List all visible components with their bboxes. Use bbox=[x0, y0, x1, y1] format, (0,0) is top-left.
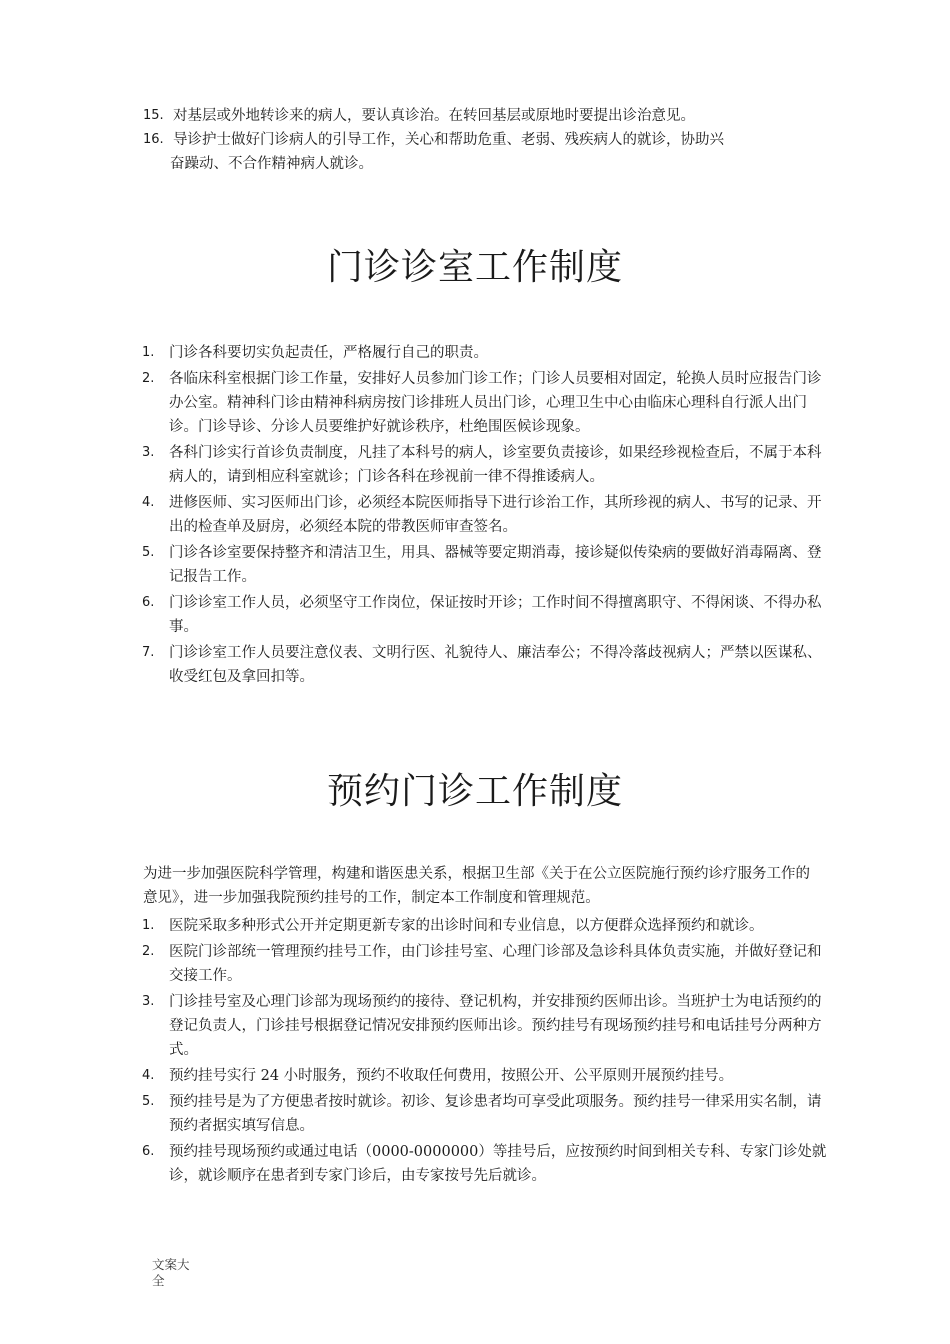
list-text: 预约挂号是为了方便患者按时就诊。初诊、复诊患者均可享受此项服务。预约挂号一律采用实名制，请预约者据实填写信息。 bbox=[169, 1094, 822, 1134]
list-number: 3. bbox=[142, 445, 155, 460]
list-text: 预约挂号实行 24 小时服务，预约不收取任何费用，按照公开、公平原则开展预约挂号。 bbox=[169, 1068, 734, 1084]
footer-text: 文案大全 bbox=[152, 1257, 190, 1288]
appointment-intro-paragraph: 为进一步加强医院科学管理，构建和谐医患关系，根据卫生部《关于在公立医院施行预约诊疗服务工作的意见》，进一步加强我院预约挂号的工作，制定本工作制度和管理规范。 bbox=[143, 866, 810, 906]
list-text: 预约挂号现场预约或通过电话（0000-0000000）等挂号后，应按预约时间到相关专科、专家门诊处就诊，就诊顺序在患者到专家门诊后，由专家按号先后就诊。 bbox=[169, 1144, 827, 1184]
list-item bbox=[140, 491, 830, 539]
list-item bbox=[140, 914, 830, 938]
list-item bbox=[140, 1090, 830, 1138]
list-text: 门诊各诊室要保持整齐和清洁卫生，用具、器械等要定期消毒，接诊疑似传染病的要做好消毒隔离、登记报告工作。 bbox=[169, 545, 822, 585]
clinic-rules-list bbox=[140, 341, 830, 691]
list-item bbox=[140, 1140, 830, 1188]
list-item bbox=[140, 641, 830, 689]
list-item bbox=[140, 990, 830, 1062]
appointment-rules-list bbox=[140, 914, 830, 1190]
list-text: 门诊各科要切实负起责任，严格履行自己的职责。 bbox=[169, 345, 488, 361]
list-number: 4. bbox=[142, 1068, 155, 1083]
list-number: 5. bbox=[142, 1094, 155, 1109]
list-text: 进修医师、实习医师出门诊，必须经本院医师指导下进行诊治工作，其所珍视的病人、书写的记录、开出的检查单及厨房，必须经本院的带教医师审查签名。 bbox=[169, 495, 822, 535]
list-item bbox=[140, 1064, 830, 1088]
list-text: 各临床科室根据门诊工作量，安排好人员参加门诊工作；门诊人员要相对固定，轮换人员时应报告门诊办公室。精神科门诊由精神科病房按门诊排班人员出门诊，心理卫生中心由临床心理科自行派人出门诊。门诊导诊、分诊人员要维护好就诊秩序，杜绝围医候诊现象。 bbox=[169, 371, 822, 435]
list-number: 6. bbox=[142, 1144, 155, 1159]
list-number: 1. bbox=[142, 345, 155, 360]
list-item bbox=[140, 940, 830, 988]
list-number: 1. bbox=[142, 918, 155, 933]
section-title-clinic-rules: 门诊诊室工作制度 bbox=[326, 247, 623, 288]
list-number: 4. bbox=[142, 495, 155, 510]
list-text: 门诊诊室工作人员，必须坚守工作岗位，保证按时开诊；工作时间不得擅离职守、不得闲谈、不得办私事。 bbox=[169, 595, 822, 635]
list-item bbox=[140, 341, 830, 365]
list-number: 16. bbox=[143, 132, 164, 147]
list-number: 2. bbox=[142, 944, 155, 959]
list-text: 导诊护士做好门诊病人的引导工作，关心和帮助危重、老弱、残疾病人的就诊，协助兴 bbox=[173, 132, 724, 148]
list-number: 3. bbox=[142, 994, 155, 1009]
list-text: 医院门诊部统一管理预约挂号工作，由门诊挂号室、心理门诊部及急诊科具体负责实施，并做好登记和交接工作。 bbox=[169, 944, 822, 984]
list-item bbox=[140, 591, 830, 639]
list-text: 各科门诊实行首诊负责制度，凡挂了本科号的病人，诊室要负责接诊，如果经珍视检查后，不属于本科病人的，请到相应科室就诊；门诊各科在珍视前一律不得推诿病人。 bbox=[169, 445, 822, 485]
list-text: 对基层或外地转诊来的病人，要认真诊治。在转回基层或原地时要提出诊治意见。 bbox=[173, 108, 695, 124]
list-text-continuation: 奋躁动、不合作精神病人就诊。 bbox=[170, 156, 373, 172]
list-number: 7. bbox=[142, 645, 155, 660]
list-item bbox=[140, 367, 830, 439]
list-text: 门诊诊室工作人员要注意仪表、文明行医、礼貌待人、廉洁奉公；不得冷落歧视病人；严禁以医谋私、收受红包及拿回扣等。 bbox=[169, 645, 822, 685]
list-text: 医院采取多种形式公开并定期更新专家的出诊时间和专业信息，以方便群众选择预约和就诊。 bbox=[169, 918, 764, 934]
list-item bbox=[143, 104, 823, 128]
continued-list bbox=[143, 104, 823, 176]
list-number: 6. bbox=[142, 595, 155, 610]
list-item bbox=[140, 441, 830, 489]
list-number: 5. bbox=[142, 545, 155, 560]
list-text: 门诊挂号室及心理门诊部为现场预约的接待、登记机构，并安排预约医师出诊。当班护士为电话预约的登记负责人，门诊挂号根据登记情况安排预约医师出诊。预约挂号有现场预约挂号和电话挂号分两种方式。 bbox=[169, 994, 822, 1058]
list-item bbox=[140, 541, 830, 589]
section-title-appointment-rules: 预约门诊工作制度 bbox=[326, 771, 623, 812]
list-number: 15. bbox=[143, 108, 164, 123]
list-number: 2. bbox=[142, 371, 155, 386]
list-item bbox=[143, 128, 823, 152]
